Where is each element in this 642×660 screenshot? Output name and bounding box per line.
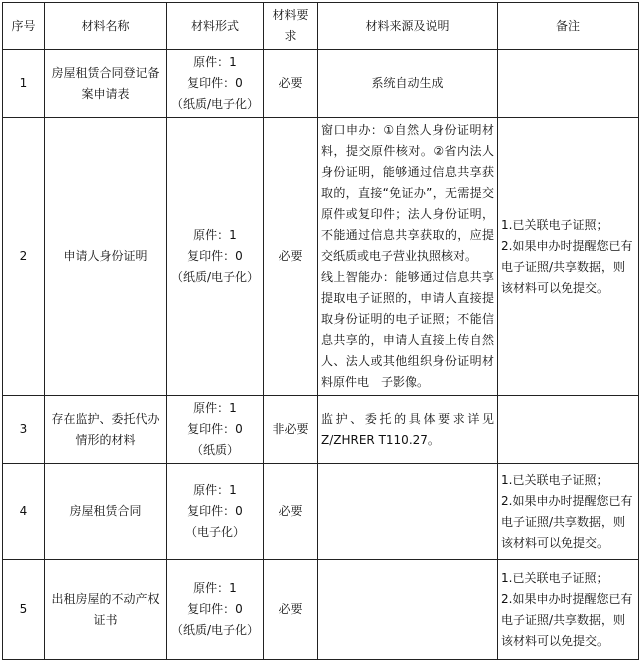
header-name: 材料名称 (45, 3, 167, 50)
header-note: 备注 (498, 3, 639, 50)
form-medium: （电子化） (184, 525, 245, 539)
header-requirement: 材料要求 (264, 3, 318, 50)
form-copy: 复印件：0 (187, 504, 243, 518)
material-source: 系统自动生成 (318, 50, 498, 118)
form-medium: （纸质/电子化） (170, 270, 260, 284)
material-form (167, 464, 264, 560)
row-no: 2 (3, 118, 45, 396)
material-form (167, 560, 264, 660)
header-row (3, 3, 639, 50)
material-note (498, 118, 639, 396)
material-requirement: 必要 (264, 560, 318, 660)
material-source: 监护、委托的具体要求详见 Z/ZHRER T110.27。 (318, 396, 498, 464)
form-original: 原件：1 (193, 581, 237, 595)
material-source (318, 118, 498, 396)
material-requirement: 必要 (264, 464, 318, 560)
row-no: 5 (3, 560, 45, 660)
material-source (318, 560, 498, 660)
form-original: 原件：1 (193, 483, 237, 497)
material-form (167, 50, 264, 118)
row-no: 4 (3, 464, 45, 560)
table-row (3, 464, 639, 560)
source-window-paragraph: 窗口申办：①自然人身份证明材料，提交原件核对。②省内法人身份证明，能够通过信息共享获取的，直接“免证办”，无需提交原件或复印件；法人身份证明，不能通过信息共享获取的，应提交纸质或电子营业执照核对。 (321, 123, 494, 263)
note-line-2: 2.如果申办时提醒您已有电子证照/共享数据，则该材料可以免提交。 (501, 238, 633, 295)
material-name: 申请人身份证明 (45, 118, 167, 396)
material-name: 出租房屋的不动产权证书 (45, 560, 167, 660)
material-note (498, 560, 639, 660)
note-line-2: 2.如果申办时提醒您已有电子证照/共享数据，则该材料可以免提交。 (501, 591, 633, 648)
form-medium: （纸质/电子化） (170, 97, 260, 111)
table-row (3, 560, 639, 660)
note-line-1: 1.已关联电子证照； (501, 472, 609, 487)
material-requirement: 非必要 (264, 396, 318, 464)
form-original: 原件：1 (193, 55, 237, 69)
table-row (3, 50, 639, 118)
material-name: 房屋租赁合同 (45, 464, 167, 560)
source-online-paragraph: 线上智能办：能够通过信息共享提取电子证照的，申请人直接提取身份证明的电子证照；不能信息共享的，申请人直接上传自然人、法人或其他组织身份证明材料原件电 子影像。 (321, 270, 494, 389)
material-name: 房屋租赁合同登记备案申请表 (45, 50, 167, 118)
form-original: 原件：1 (193, 401, 237, 415)
material-form (167, 118, 264, 396)
header-form: 材料形式 (167, 3, 264, 50)
row-no: 3 (3, 396, 45, 464)
material-note (498, 50, 639, 118)
material-source (318, 464, 498, 560)
header-no: 序号 (3, 3, 45, 50)
form-medium: （纸质） (190, 443, 239, 457)
note-line-1: 1.已关联电子证照； (501, 570, 609, 585)
header-source: 材料来源及说明 (318, 3, 498, 50)
form-medium: （纸质/电子化） (170, 623, 260, 637)
form-copy: 复印件：0 (187, 76, 243, 90)
material-name: 存在监护、委托代办情形的材料 (45, 396, 167, 464)
material-note (498, 396, 639, 464)
material-note (498, 464, 639, 560)
material-form (167, 396, 264, 464)
table-row (3, 396, 639, 464)
material-requirement: 必要 (264, 50, 318, 118)
note-line-1: 1.已关联电子证照； (501, 217, 609, 232)
form-original: 原件：1 (193, 228, 237, 242)
material-requirement: 必要 (264, 118, 318, 396)
form-copy: 复印件：0 (187, 422, 243, 436)
form-copy: 复印件：0 (187, 602, 243, 616)
materials-table (2, 2, 639, 660)
row-no: 1 (3, 50, 45, 118)
form-copy: 复印件：0 (187, 249, 243, 263)
table-row (3, 118, 639, 396)
note-line-2: 2.如果申办时提醒您已有电子证照/共享数据，则该材料可以免提交。 (501, 493, 633, 550)
